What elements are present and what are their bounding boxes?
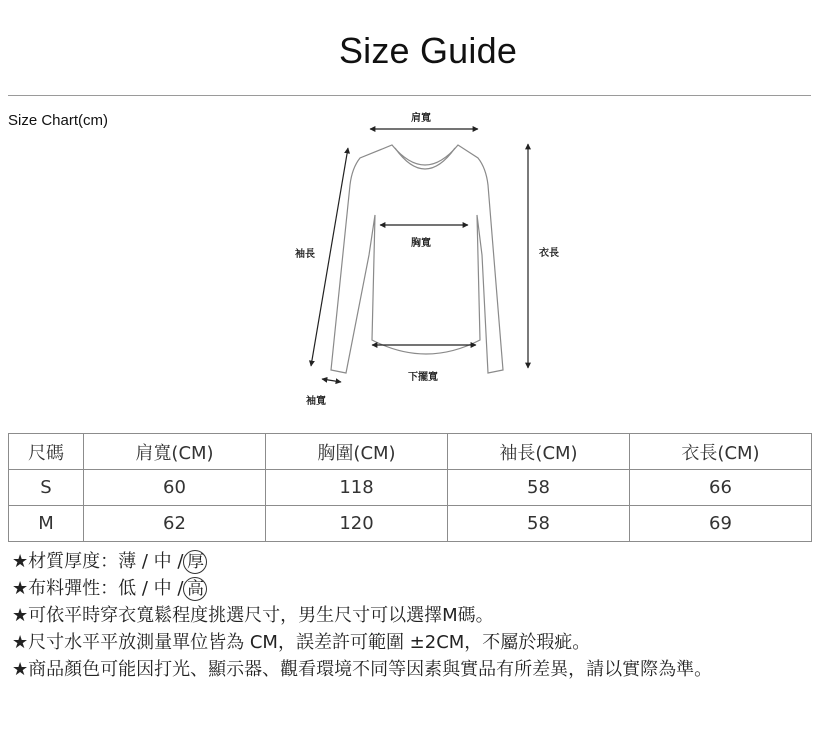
header-size: 尺碼 xyxy=(9,434,84,470)
table-cell: 66 xyxy=(630,470,812,506)
table-cell: 120 xyxy=(266,506,448,542)
note-measurement: ★尺寸水平平放測量單位皆為 CM，誤差許可範圍 ±2CM，不屬於瑕疵。 xyxy=(12,632,591,653)
table-cell: 60 xyxy=(84,470,266,506)
cuff-label: 袖寬 xyxy=(306,396,326,407)
sleeve-length-label: 袖長 xyxy=(295,249,315,260)
title-divider xyxy=(8,95,811,96)
header-chest: 胸圍(CM) xyxy=(266,434,448,470)
elasticity-selected-badge: 高 xyxy=(183,577,207,601)
table-cell: S xyxy=(9,470,84,506)
notes-list xyxy=(12,548,712,683)
hem-label: 下擺寬 xyxy=(408,372,438,383)
note-elasticity xyxy=(12,575,712,602)
cuff-arrow xyxy=(322,379,341,382)
table-cell: 62 xyxy=(84,506,266,542)
garment-outline xyxy=(331,145,503,373)
table-header-row xyxy=(9,434,812,470)
table-row xyxy=(9,470,812,506)
table-cell: 118 xyxy=(266,470,448,506)
header-length: 衣長(CM) xyxy=(630,434,812,470)
note-color: ★商品顏色可能因打光、顯示器、觀看環境不同等因素與實品有所差異，請以實際為準。 xyxy=(12,659,713,680)
table-cell: M xyxy=(9,506,84,542)
thickness-selected-badge: 厚 xyxy=(183,550,207,574)
table-cell: 69 xyxy=(630,506,812,542)
header-shoulder: 肩寬(CM) xyxy=(84,434,266,470)
page-title: Size Guide xyxy=(338,30,518,71)
garment-diagram xyxy=(0,100,820,420)
table-row xyxy=(9,506,812,542)
chest-label: 胸寬 xyxy=(411,238,431,249)
note-thickness xyxy=(12,548,712,575)
size-chart-label: Size Chart(cm) xyxy=(8,112,109,129)
note-thickness-text: ★材質厚度：薄 / 中 / xyxy=(12,551,184,572)
neckline xyxy=(395,148,455,169)
note-elasticity-text: ★布料彈性：低 / 中 / xyxy=(12,578,184,599)
size-table xyxy=(8,433,812,542)
shoulder-label: 肩寬 xyxy=(411,113,431,124)
note-fit: ★可依平時穿衣寬鬆程度挑選尺寸，男生尺寸可以選擇M碼。 xyxy=(12,605,494,626)
body-length-label: 衣長 xyxy=(539,248,559,259)
header-sleeve: 袖長(CM) xyxy=(448,434,630,470)
table-cell: 58 xyxy=(448,506,630,542)
table-cell: 58 xyxy=(448,470,630,506)
